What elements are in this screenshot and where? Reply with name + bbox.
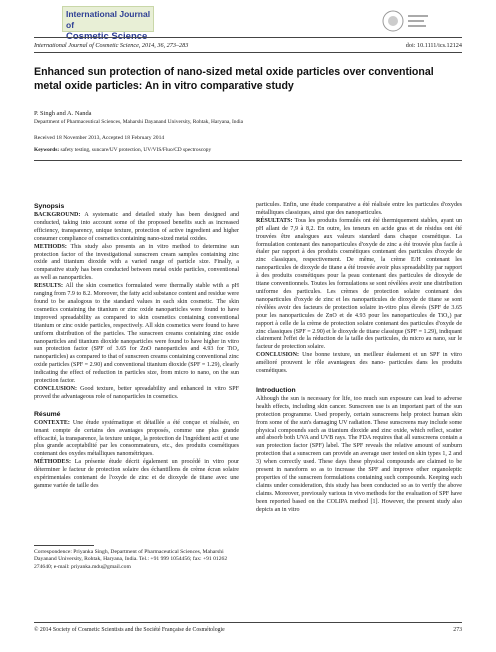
correspondence-rule bbox=[34, 545, 94, 546]
header-rule bbox=[34, 37, 462, 38]
journal-banner bbox=[62, 6, 154, 42]
authors: P. Singh and A. Nanda bbox=[34, 110, 92, 117]
journal-citation: International Journal of Cosmetic Science, 2014, 36, 273–283 bbox=[34, 42, 189, 49]
resume-continued: particules. Enfin, une étude comparative a été réalisée entre les particules d'oxydes métalliques classiques, ainsi que des nanoparticules. bbox=[256, 202, 462, 216]
banner-line-1: International Journal of bbox=[66, 9, 151, 30]
page-number: 273 bbox=[453, 627, 462, 633]
resume-heading: Résumé bbox=[34, 410, 61, 418]
synopsis-paragraph: CONCLUSION: Good texture, better spreadability and enhanced in vitro SPF proved the advantageous role of nanoparticles in cosmetics. bbox=[34, 385, 239, 400]
received-dates: Received 18 November 2013, Accepted 18 February 2014 bbox=[34, 135, 165, 141]
doi: doi: 10.1111/ics.12124 bbox=[405, 42, 462, 49]
page-footer bbox=[34, 627, 462, 633]
correspondence: Correspondence: Priyanka Singh, Department of Pharmaceutical Sciences, Maharshi Dayanand University, Rohtak, Haryana, India. Tel.: +91 999 1054456; fax: +91 01262 274640; e-mail: priyanka.mdu@gmail.com bbox=[34, 549, 228, 570]
resume-paragraph: CONTEXTE: Une étude systématique et détaillée a été conçue et réalisée, en tenant compte de certains des avantages proposés, comme une plus grande efficacité, la transparence, la texture unique, la protection de l'ingrédient actif et une plus grande acceptabilité par les consommateurs, etc., des produits cosmétiques contenant des oxydes métalliques nanométriques. bbox=[34, 419, 239, 458]
synopsis-paragraph: METHODS: This study also presents an in vitro method to determine sun protection factor of the investigational sunscreen cream samples containing zinc oxide and titanium dioxide with a varied range of particle size. Finally, a comparative study has been conducted between metal oxide particles, conventional as well as nanoparticles. bbox=[34, 243, 239, 282]
footer-rule bbox=[34, 622, 462, 623]
introduction-heading: Introduction bbox=[256, 386, 296, 394]
keywords bbox=[34, 147, 211, 153]
synopsis-paragraph: RESULTS: All the skin cosmetics formulated were thermally stable with a pH ranging from 7.9 to 8.2. Moreover, the fatty acid substance content and residue were found to be analogous to the standard values in each skin cosmetic. The skin cosmetics containing the titanium or zinc oxide nanoparticles were found to have improved spreadability as compared to skin cosmetics containing conventional titanium or zinc oxide particles, respectively. All skin cosmetics were found to have uniform distribution of the particles. The sunscreen creams containing zinc oxide nanoparticles and titanium dioxide nanoparticles were found to have higher in vitro sun protection factor (SPF of 3.65 for ZnO nanoparticles and 4.93 for TiO₂ nanoparticles) as compared to that of sunscreen creams containing conventional zinc oxide particles (SPF = 2.90) and conventional titanium dioxide (SPF = 1.29), clearly indicating the effect of reduction in particles size, from micro to nano, on the sun protection factor. bbox=[34, 283, 239, 385]
introduction-text: Although the sun is necessary for life, too much sun exposure can lead to adverse health effects, including skin cancer. Sunscreen use is an important part of the sun protection programme. Used properly, certain sunscreens help protect human skin from some of the sun's damaging UV radiation. These sunscreens may include some physical compounds such as titanium dioxide and zinc oxide, which reflect, scatter and absorb both UVA and UVB rays. The FDA requires that all sunscreens contain a sun protection factor (SPF) label. The SPF reveals the relative amount of sunburn protection that a sunscreen can provide an average user tested on skin types 1, 2 and 3) when correctly used. These days these physical compounds are claimed to be present in nanoform so as to increase the SPF and improve other organoleptic properties of the sunscreen formulations containing such compounds. Keeping such claims under consideration, this study has been conducted so as to verify the above claims. Moreover, previously various in vivo methods for the evaluation of SPF have been reported based on the COLIPA method [1]. However, the present study also depicts an in vitro bbox=[256, 395, 462, 513]
keywords-label: Keywords: bbox=[34, 147, 60, 153]
resume-paragraph: RÉSULTATS: Tous les produits formulés ont été thermiquement stables, ayant un pH allant de 7,9 à 8,2. En outre, les teneurs en acide gras et de résidus ont été trouvées être analogues aux valeurs standard dans chaque cosmétique. La formulation contenant des nanoparticules d'oxyde de zinc a été trouvée plus facile à étaler par rapport à des produits cosmétiques contenant des particules d'oxyde de zinc classiques, respectivement. De même, la crème E/H contenant les nanoparticules de dioxyde de titane a été trouvée avoir plus spreadability par rapport à des produits cosmétiques pour la peau contenant des particules de dioxyde de titane conventionnels. Toutes les formulations se sont révélées avoir une distribution uniforme des particules. Les crèmes de protection solaire contenant des nanoparticules d'oxyde de zinc et les nanoparticules de dioxyde de titane se sont révélées avoir des facteurs de protection solaire in-vitro plus élevés (SPF de 3.65 pour les nanoparticules de ZnO et de 4.93 pour les nanoparticules de TiO₂) par rapport à celle de la crème de protection solaire contenant des particules d'oxyde de zinc classiques (SPF = 2.90) et le dioxyde de titane classique (SPF = 1.29), indiquant clairement l'effet de la réduction de la taille des particules, du micro au nano, sur le facteur de protection solaire. bbox=[256, 217, 462, 351]
running-head bbox=[34, 42, 462, 49]
running-head-rule bbox=[34, 52, 462, 53]
copyright: © 2014 Society of Cosmetic Scientists and the Société Française de Cosmétologie bbox=[34, 627, 225, 633]
synopsis-paragraph: BACKGROUND: A systematic and detailed study has been designed and conducted, taking into account some of the proposed benefits such as increased efficiency, transparency, unique texture, protection of active ingredient and higher consumer compliance of cosmetics containing nano-sized metal oxides. bbox=[34, 212, 240, 242]
article-title: Enhanced sun protection of nano-sized metal oxide particles over conventional metal oxide particles: An in vitro comparative study bbox=[34, 66, 434, 92]
right-column bbox=[256, 202, 462, 515]
synopsis-heading: Synopsis bbox=[34, 203, 65, 210]
society-logo-icon bbox=[380, 8, 432, 34]
keywords-rule bbox=[34, 160, 462, 161]
resume-paragraph: CONCLUSION: Une bonne texture, un meilleur étalement et un SPF in vitro amélioré prouvent le rôle avantageux des nano- particules dans les produits cosmétiques. bbox=[256, 352, 462, 375]
banner-line-2: Cosmetic Science bbox=[66, 31, 148, 42]
keywords-list: safety testing, suncare/UV protection, UV/VIS/Fluo/CD spectroscopy bbox=[60, 147, 212, 153]
left-column bbox=[34, 202, 239, 491]
affiliation: Department of Pharmaceutical Sciences, Maharshi Dayanand University, Rohtak, Haryana, India bbox=[34, 119, 244, 125]
resume-paragraph: MÉTHODES: La présente étude décrit également un procédé in vitro pour déterminer le facteur de protection solaire des échantillons de crème écran solaire expérimentales contenant de l'oxyde de zinc et de dioxyde de titane avec une gamme variée de taille des bbox=[34, 459, 239, 489]
